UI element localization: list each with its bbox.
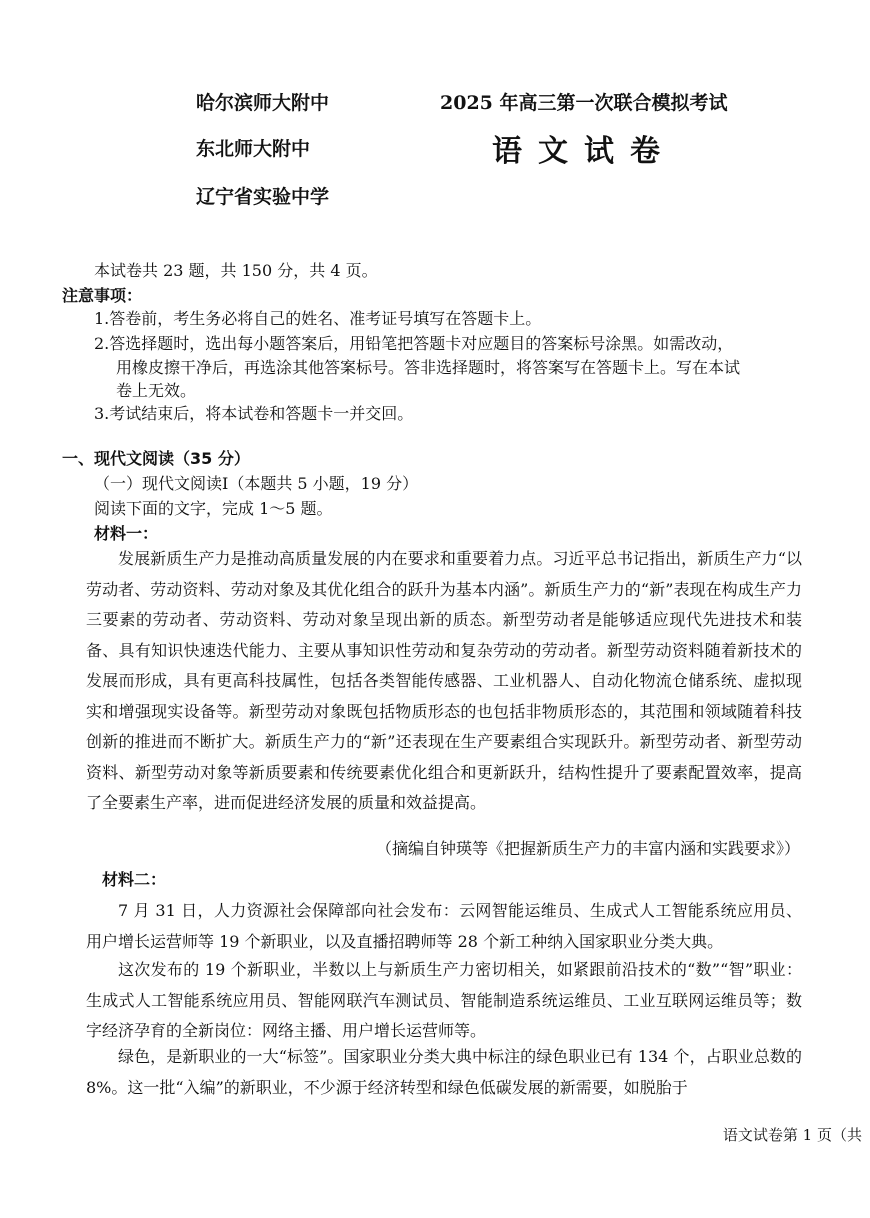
note-item-2-cont: 用橡皮擦干净后，再选涂其他答案标号。答非选择题时，将答案写在答题卡上。写在本试 (116, 358, 741, 377)
material-1-text: 发展新质生产力是推动高质量发展的内在要求和重要着力点。习近平总书记指出，新质生产力“以劳动者、劳动资料、劳动对象及其优化组合的跃升为基本内涵”。新质生产力的“新”表现在构成生产力三要素的劳动者、劳动资料、劳动对象呈现出新的质态。新型劳动者是能够适应现代先进技术和装备、具有知识快速迭代能力、主要从事知识性劳动和复杂劳动的劳动者。新型劳动资料随着新技术的发展而形成，具有更高科技属性，包括各类智能传感器、工业机器人、自动化物流仓储系统、虚拟现实和增强现实设备等。新型劳动对象既包括物质形态的也包括非物质形态的，其范围和领域随着科技创新的推进而不断扩大。新质生产力的“新”还表现在生产要素组合实现跃升。新型劳动者、新型劳动资料、新型劳动对象等新质要素和传统要素优化组合和更新跃升，结构性提升了要素配置效率，提高了全要素生产率，进而促进经济发展的质量和效益提高。 (86, 549, 802, 812)
notes-heading: 注意事项： (62, 286, 143, 305)
material-2-label: 材料二： (102, 870, 167, 889)
note-item-1: 1.答卷前，考生务必将自己的姓名、准考证号填写在答题卡上。 (94, 309, 542, 328)
school-name-1: 哈尔滨师大附中 (196, 92, 330, 114)
page-footer: 语文试卷第 1 页（共 (722, 1126, 862, 1144)
material-1-label: 材料一： (94, 524, 159, 543)
subject-title: 语文试卷 (492, 134, 676, 169)
exam-intro: 本试卷共 23 题，共 150 分，共 4 页。 (94, 261, 378, 280)
material-2-paragraph-3: 绿色，是新职业的一大“标签”。国家职业分类大典中标注的绿色职业已有 134 个，占职业总数的 8%。这一批“入编”的新职业，不少源于经济转型和绿色低碳发展的新需要，如脱胎于 (86, 1047, 802, 1097)
school-name-2: 东北师大附中 (196, 138, 311, 160)
note-item-3: 3.考试结束后，将本试卷和答题卡一并交回。 (94, 404, 414, 423)
subsection-title: （一）现代文阅读I（本题共 5 小题，19 分） (94, 474, 419, 493)
material-2-paragraph-2: 这次发布的 19 个新职业，半数以上与新质生产力密切相关，如紧跟前沿技术的“数”“智”职业：生成式人工智能系统应用员、智能网联汽车测试员、智能制造系统运维员、工业互联网运维员等；数字经济孕育的全新岗位：网络主播、用户增长运营师等。 (86, 960, 802, 1040)
note-item-2-end: 卷上无效。 (116, 381, 197, 400)
exam-title: 2025 年高三第一次联合模拟考试 (440, 92, 728, 114)
material-2-paragraph-1: 7 月 31 日，人力资源社会保障部向社会发布：云网智能运维员、生成式人工智能系统应用员、用户增长运营师等 19 个新职业，以及直播招聘师等 28 个新工种纳入国家职业分类大典。 (86, 901, 802, 951)
note-item-2: 2.答选择题时，选出每小题答案后，用铅笔把答题卡对应题目的答案标号涂黑。如需改动， (94, 334, 734, 353)
material-1-source: （摘编自钟瑛等《把握新质生产力的丰富内涵和实践要求》） (375, 839, 800, 858)
school-name-3: 辽宁省实验中学 (196, 186, 330, 208)
section-title: 一、现代文阅读（35 分） (62, 449, 250, 468)
reading-instruction: 阅读下面的文字，完成 1～5 题。 (94, 499, 333, 518)
